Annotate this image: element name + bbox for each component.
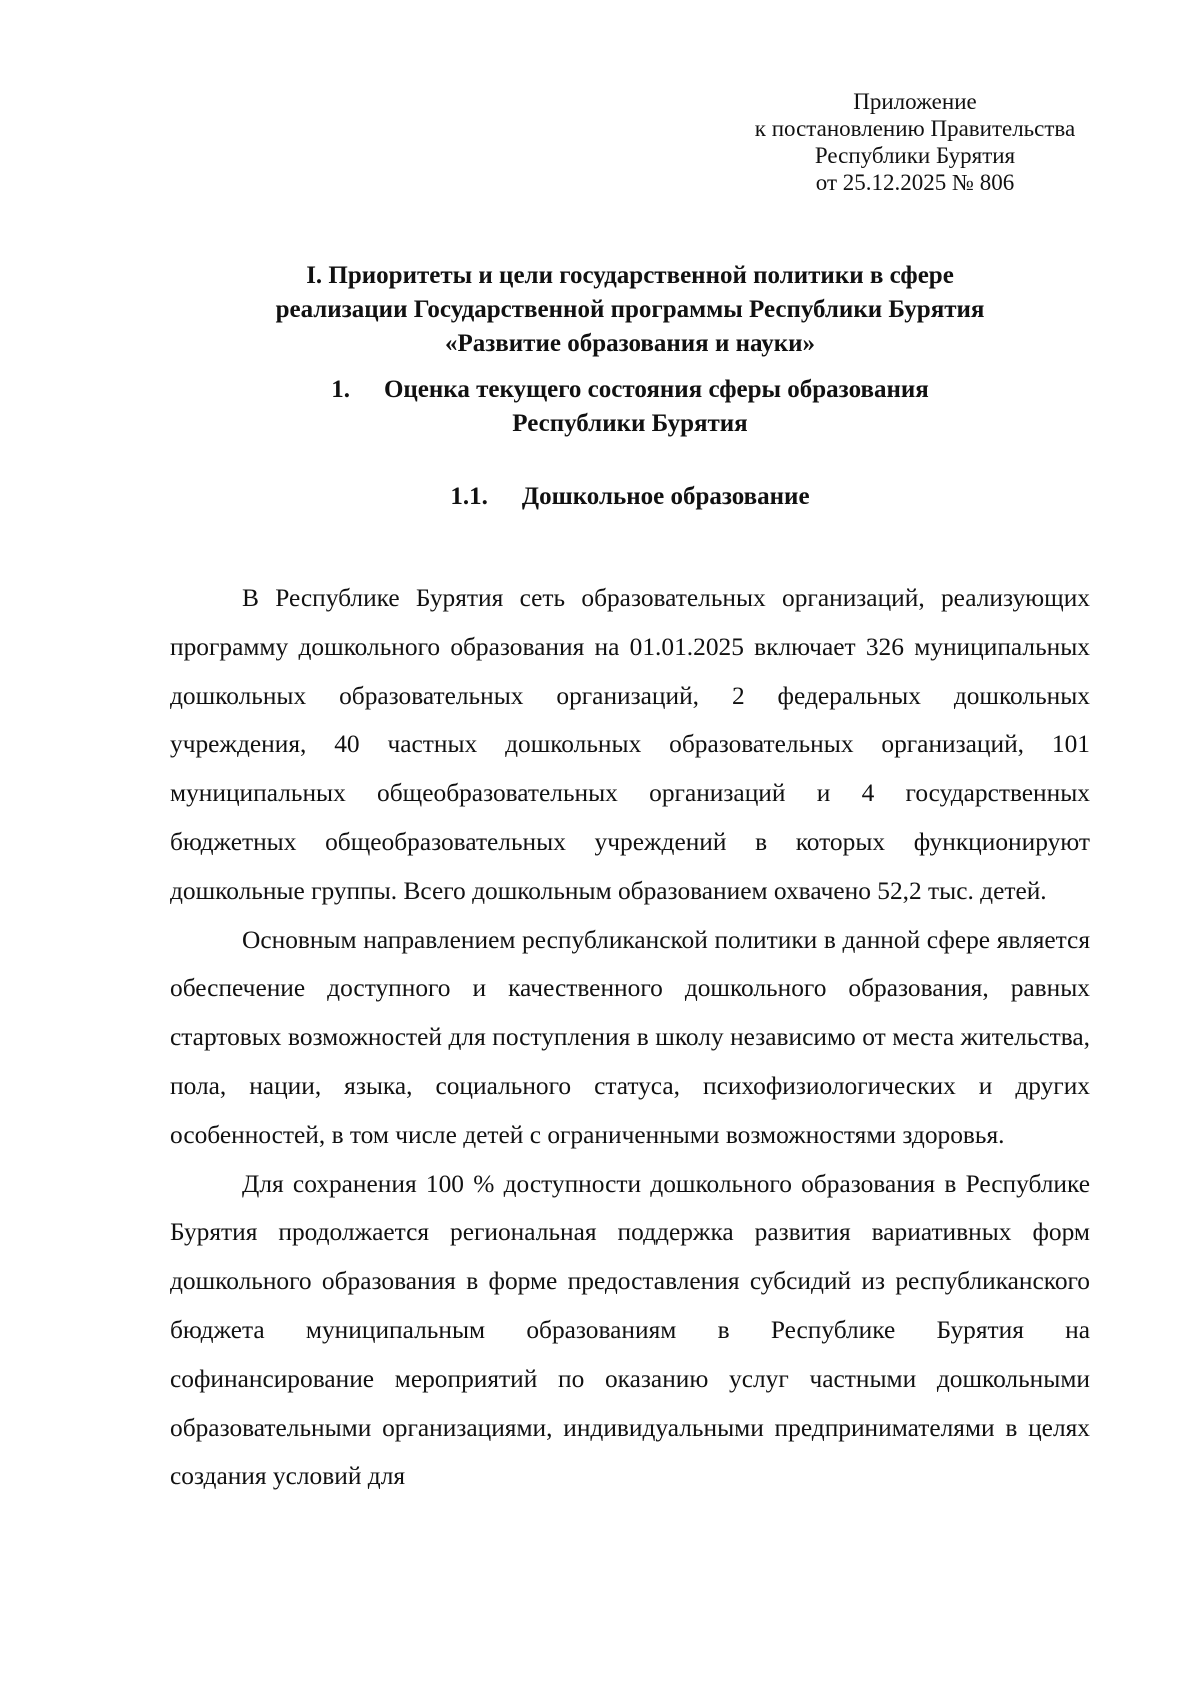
section-title-line: реализации Государственной программы Республики Бурятия xyxy=(275,296,985,323)
paragraph: Основным направлением республиканской политики в данной сфере является обеспечение доступного и качественного дошкольного образования, равных стартовых возможностей для поступления в школу независимо от места жительства, пола, нации, языка, социального статуса, психофизиологических и других особенностей, в том числе детей с ограниченными возможностями здоровья. xyxy=(170,925,1090,1149)
subsubsection-title xyxy=(170,480,1090,514)
subsection-title-line xyxy=(170,373,1090,407)
body-text xyxy=(170,574,1090,1501)
subsubsection-title-text: Дошкольное образование xyxy=(521,483,810,510)
appendix-note xyxy=(740,88,1090,196)
appendix-line: Приложение xyxy=(853,89,977,114)
subsubsection-title-line xyxy=(170,480,1090,514)
appendix-line: от 25.12.2025 № 806 xyxy=(815,170,1015,195)
section-title-line: «Развитие образования и науки» xyxy=(444,330,816,357)
paragraph: В Республике Бурятия сеть образовательных организаций, реализующих программу дошкольного образования на 01.01.2025 включает 326 муниципальных дошкольных образовательных организаций, 2 федеральных дошкольных учреждения, 40 частных дошкольных образовательных организаций, 101 муниципальных общеобразовательных организаций и 4 государственных бюджетных общеобразовательных учреждений в которых функционируют дошкольные группы. Всего дошкольным образованием охвачено 52,2 тыс. детей. xyxy=(170,584,1090,905)
subsection-number: 1. xyxy=(331,376,350,403)
subsection-title-line: Республики Бурятия xyxy=(512,410,748,437)
subsection-title xyxy=(170,373,1090,441)
appendix-line: к постановлению Правительства xyxy=(754,116,1076,141)
subsubsection-number: 1.1. xyxy=(450,483,488,510)
appendix-line: Республики Бурятия xyxy=(814,143,1016,168)
subsection-title-text: Оценка текущего состояния сферы образования xyxy=(383,376,929,403)
section-title xyxy=(170,259,1090,361)
paragraph: Для сохранения 100 % доступности дошкольного образования в Республике Бурятия продолжается региональная поддержка развития вариативных форм дошкольного образования в форме предоставления субсидий из республиканского бюджета муниципальным образованиям в Республике Бурятия на софинансирование мероприятий по оказанию услуг частными дошкольными образовательными организациями, индивидуальными предпринимателями в целях создания условий для xyxy=(170,1169,1090,1491)
section-title-line: I. Приоритеты и цели государственной политики в сфере xyxy=(306,262,954,289)
